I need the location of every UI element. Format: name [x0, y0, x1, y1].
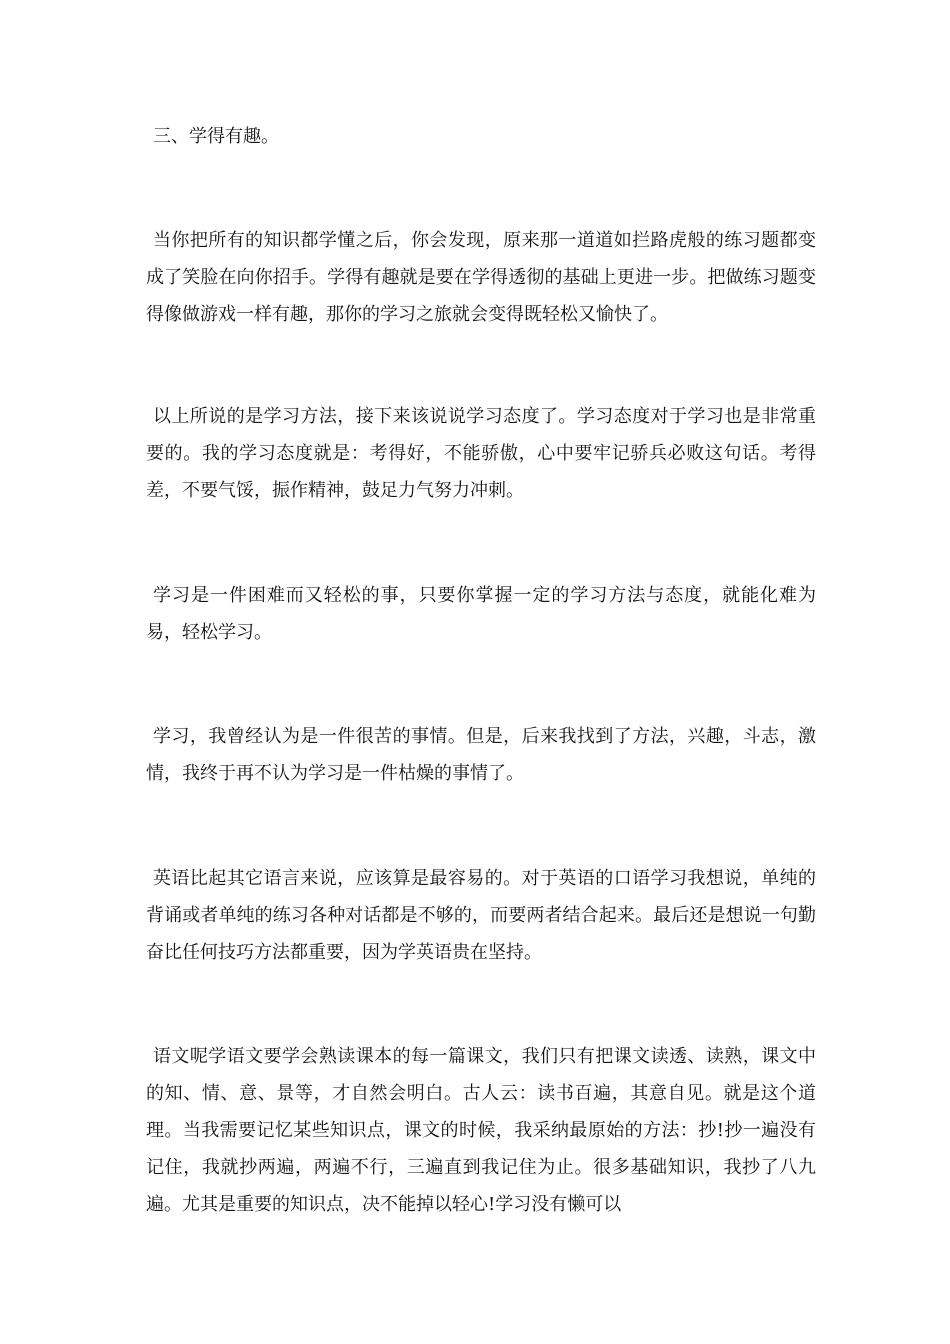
paragraph-learn-with-fun: 当你把所有的知识都学懂之后，你会发现，原来那一道道如拦路虎般的练习题都变成了笑脸在向你招手。学得有趣就是要在学得透彻的基础上更进一步。把做练习题变得像做游戏一样有趣，那你的学习之旅就会变得既轻松又愉快了。	[146, 230, 816, 325]
paragraph-english: 英语比起其它语言来说，应该算是最容易的。对于英语的口语学习我想说，单纯的背诵或者单纯的练习各种对话都是不够的，而要两者结合起来。最后还是想说一句勤奋比任何技巧方法都重要，因为学英语贵在坚持。	[146, 868, 816, 963]
section-heading: 三、学得有趣。	[153, 126, 279, 147]
paragraph-study-attitude: 以上所说的是学习方法，接下来该说说学习态度了。学习态度对于学习也是非常重要的。我的学习态度就是：考得好，不能骄傲，心中要牢记骄兵必败这句话。考得差，不要气馁，振作精神，鼓足力气努力冲刺。	[146, 406, 816, 501]
paragraph-chinese: 语文呢学语文要学会熟读课本的每一篇课文，我们只有把课文读透、读熟，课文中的知、情、意、景等，才自然会明白。古人云：读书百遍，其意自见。就是这个道理。当我需要记忆某些知识点，课文的时候，我采纳最原始的方法：抄!抄一遍没有记住，我就抄两遍，两遍不行，三遍直到我记住为止。很多基础知识，我抄了八九遍。尤其是重要的知识点，决不能掉以轻心!学习没有懒可以	[146, 1046, 816, 1215]
paragraph-study-not-boring: 学习，我曾经认为是一件很苦的事情。但是，后来我找到了方法，兴趣，斗志，激情，我终于再不认为学习是一件枯燥的事情了。	[146, 726, 816, 784]
paragraph-study-difficult-easy: 学习是一件困难而又轻松的事，只要你掌握一定的学习方法与态度，就能化难为易，轻松学习。	[146, 585, 816, 643]
